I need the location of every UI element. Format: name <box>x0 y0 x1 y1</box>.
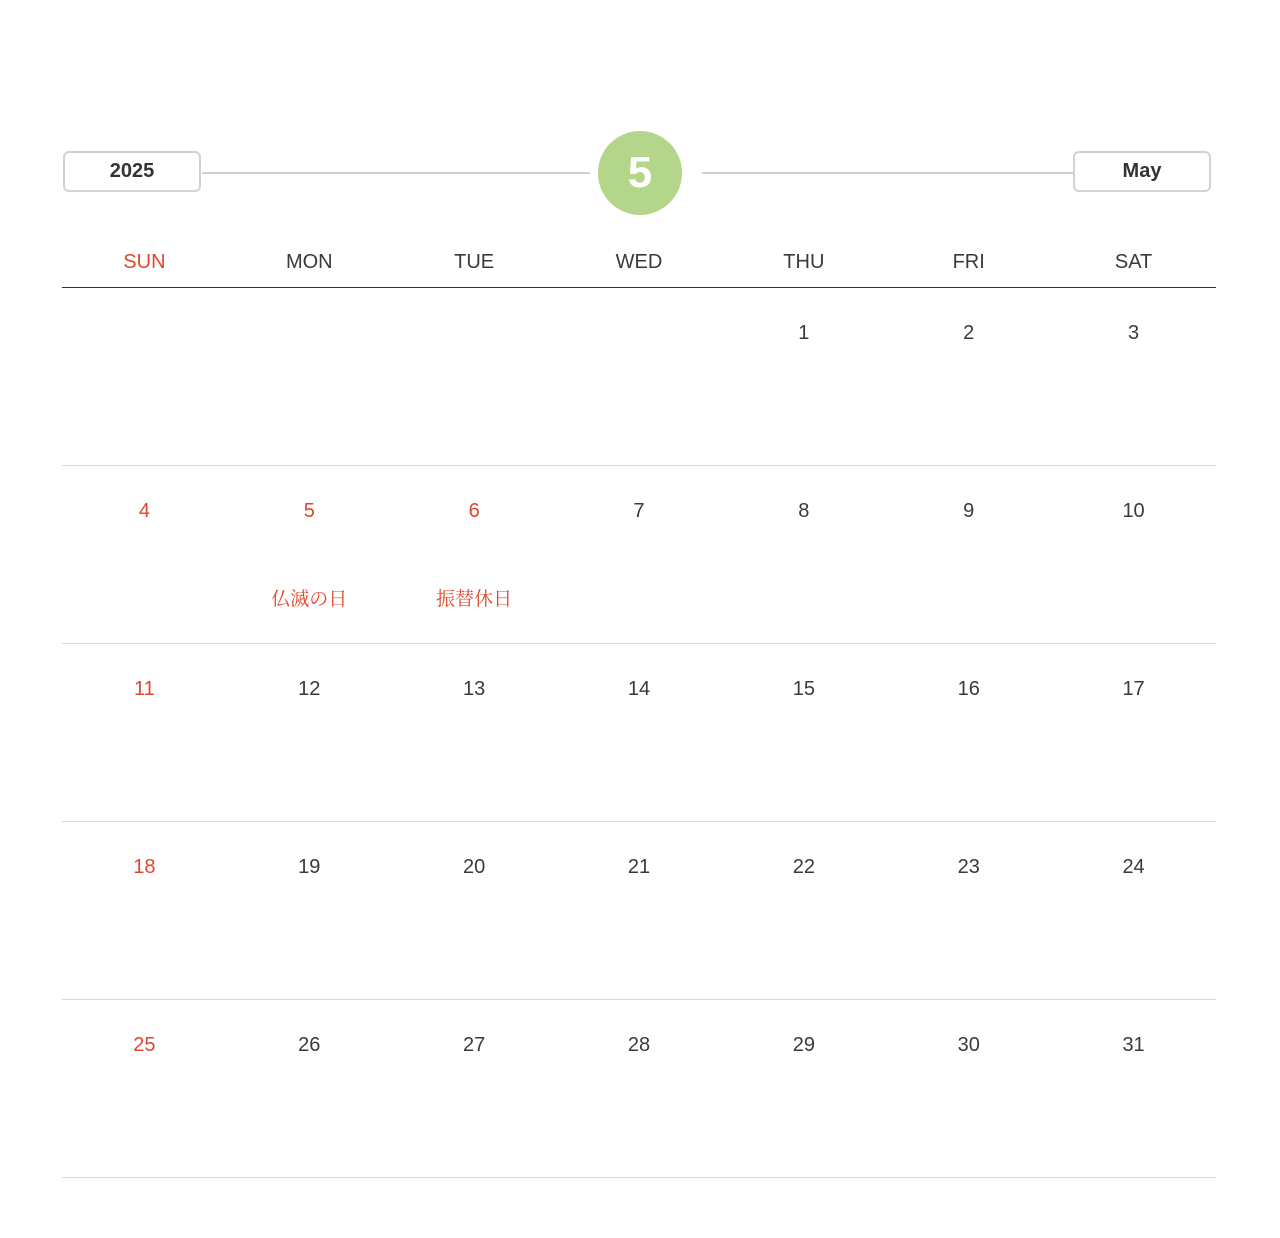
day-number: 30 <box>957 1034 980 1056</box>
calendar-day-cell[interactable] <box>886 288 1051 465</box>
calendar-week-row <box>62 822 1216 1000</box>
calendar-day-cell[interactable] <box>227 822 392 999</box>
calendar-day-cell[interactable] <box>886 466 1051 643</box>
calendar-day-cell[interactable] <box>721 288 886 465</box>
calendar-day-cell[interactable] <box>227 644 392 821</box>
day-number <box>62 288 227 321</box>
weekday-mon: MON <box>285 251 333 273</box>
calendar-day-cell[interactable] <box>62 1000 227 1177</box>
calendar-day-cell[interactable] <box>721 822 886 999</box>
day-number: 13 <box>463 678 486 700</box>
calendar-day-cell[interactable] <box>227 466 392 643</box>
calendar-week-row <box>62 466 1216 644</box>
day-number: 12 <box>298 678 321 700</box>
day-number: 17 <box>1122 678 1145 700</box>
calendar-day-cell[interactable] <box>62 822 227 999</box>
calendar-day-cell[interactable] <box>227 1000 392 1177</box>
day-number: 28 <box>627 1034 651 1056</box>
day-number: 8 <box>798 500 810 522</box>
calendar-day-cell[interactable] <box>392 1000 557 1177</box>
day-number: 25 <box>133 1034 156 1056</box>
calendar-day-cell[interactable] <box>1051 1000 1216 1177</box>
day-number: 11 <box>134 678 155 700</box>
calendar-week-row <box>62 288 1216 466</box>
calendar-day-cell[interactable] <box>392 466 557 643</box>
day-number: 29 <box>792 1034 815 1056</box>
calendar-day-cell[interactable] <box>886 822 1051 999</box>
day-number: 4 <box>138 500 150 522</box>
day-number: 26 <box>298 1034 321 1056</box>
month-number-badge: 5 <box>598 131 682 215</box>
calendar-day-cell[interactable] <box>557 1000 722 1177</box>
day-number: 16 <box>957 678 980 700</box>
calendar-empty-cell <box>227 288 392 465</box>
calendar-empty-cell <box>62 288 227 465</box>
calendar-day-cell[interactable] <box>392 822 557 999</box>
weekday-tue: TUE <box>454 251 495 273</box>
calendar-day-cell[interactable] <box>721 466 886 643</box>
day-number: 10 <box>1122 500 1145 522</box>
weekday-thu: THU <box>783 251 825 273</box>
calendar-day-cell[interactable] <box>557 466 722 643</box>
weekday-sat: SAT <box>1114 251 1153 273</box>
day-number: 20 <box>463 856 486 878</box>
calendar-day-cell[interactable] <box>1051 288 1216 465</box>
day-event-note: 振替休日 <box>436 589 513 610</box>
calendar-day-cell[interactable] <box>1051 822 1216 999</box>
calendar-grid <box>62 288 1216 1178</box>
calendar-day-cell[interactable] <box>886 644 1051 821</box>
day-number <box>557 288 722 321</box>
calendar-day-cell[interactable] <box>1051 644 1216 821</box>
day-number: 15 <box>792 678 815 700</box>
weekday-fri: FRI <box>952 251 985 273</box>
calendar-day-cell[interactable] <box>62 644 227 821</box>
calendar-day-cell[interactable] <box>1051 466 1216 643</box>
day-number: 21 <box>627 856 651 878</box>
day-number: 18 <box>133 856 156 878</box>
calendar-week-row <box>62 644 1216 822</box>
calendar-day-cell[interactable] <box>886 1000 1051 1177</box>
calendar-header <box>62 131 1216 215</box>
day-number: 19 <box>298 856 321 878</box>
day-number <box>227 288 392 321</box>
day-number: 23 <box>957 856 980 878</box>
weekday-wed: WED <box>615 251 663 273</box>
day-number: 2 <box>963 322 975 344</box>
calendar-day-cell[interactable] <box>62 466 227 643</box>
day-number: 5 <box>303 500 315 522</box>
year-label: 2025 <box>63 151 201 192</box>
day-number: 31 <box>1122 1034 1145 1056</box>
calendar-day-cell[interactable] <box>721 1000 886 1177</box>
weekday-sun: SUN <box>123 251 166 273</box>
calendar-empty-cell <box>392 288 557 465</box>
calendar-week-row <box>62 1000 1216 1178</box>
calendar-day-cell[interactable] <box>721 644 886 821</box>
header-divider-right <box>702 172 1076 174</box>
calendar-day-cell[interactable] <box>557 822 722 999</box>
day-number: 27 <box>463 1034 486 1056</box>
day-number: 7 <box>633 500 645 522</box>
day-number: 22 <box>792 856 815 878</box>
calendar-day-cell[interactable] <box>557 644 722 821</box>
weekday-header-row <box>62 240 1216 288</box>
month-name-label: May <box>1073 151 1211 192</box>
calendar-empty-cell <box>557 288 722 465</box>
day-number: 3 <box>1128 322 1140 344</box>
day-number: 1 <box>798 322 810 344</box>
day-event-note: 仏滅の日 <box>271 589 348 610</box>
day-number <box>392 288 557 321</box>
day-number: 6 <box>468 500 480 522</box>
day-number: 9 <box>963 500 975 522</box>
day-number: 24 <box>1122 856 1145 878</box>
header-divider-left <box>202 172 590 174</box>
day-number: 14 <box>627 678 651 700</box>
calendar-day-cell[interactable] <box>392 644 557 821</box>
